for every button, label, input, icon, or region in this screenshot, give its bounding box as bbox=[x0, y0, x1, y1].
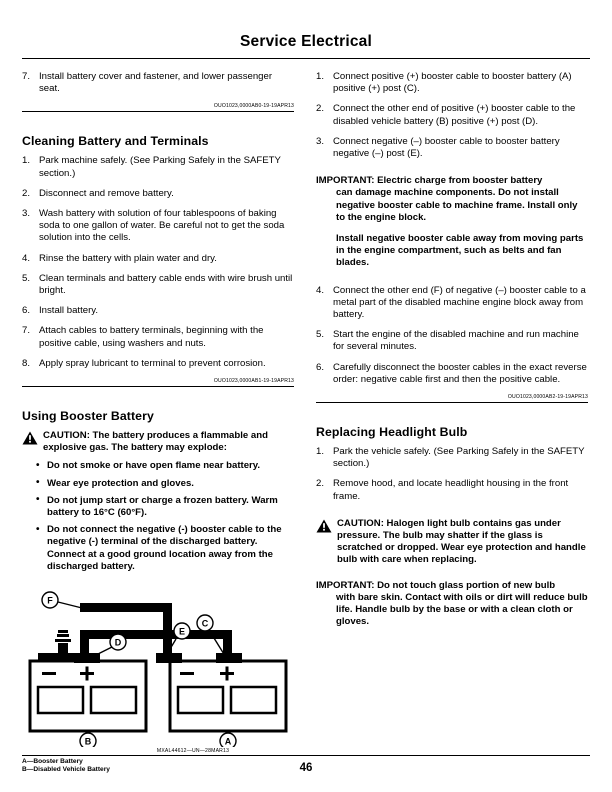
list-item-number: 6. bbox=[22, 305, 31, 317]
caution-bullet-list bbox=[22, 460, 294, 573]
spacer bbox=[22, 112, 294, 134]
list-item-text: Attach cables to battery terminals, beginning with the positive cable, using washers and nuts. bbox=[39, 325, 264, 349]
page-footer bbox=[22, 755, 590, 774]
booster-battery-connection-diagram bbox=[22, 587, 294, 754]
list-item-number: 6. bbox=[316, 361, 325, 373]
svg-text:D: D bbox=[114, 637, 122, 648]
list-item-text: Connect negative (–) booster cable to booster battery negative (–) post (E). bbox=[333, 135, 560, 160]
list-item-number: 2. bbox=[316, 103, 325, 115]
list-item bbox=[22, 305, 294, 317]
important-continuation: can damage machine components. Do not install negative booster cable to machine frame. Install only to the engine block. bbox=[336, 187, 578, 223]
reference-code: OUO1023,0000AB1-19-19APR13 bbox=[213, 378, 294, 385]
warning-triangle-icon bbox=[22, 431, 38, 445]
list-item bbox=[22, 273, 294, 297]
list-item-text: Connect the other end of positive (+) booster cable to the disabled vehicle battery (B) positive (+) post (D). bbox=[333, 103, 576, 127]
list-item bbox=[316, 71, 588, 95]
list-item-text: Wash battery with solution of four tablespoons of baking soda to one gallon of water. Be careful not to get the soda solution into the cells. bbox=[39, 208, 285, 244]
left-column bbox=[22, 71, 294, 775]
cleaning-procedure-list bbox=[22, 155, 294, 370]
svg-text:B: B bbox=[84, 736, 92, 747]
svg-text:E: E bbox=[178, 626, 186, 637]
list-item-text: Remove hood, and locate headlight housing in the front frame. bbox=[333, 478, 569, 502]
important-second-paragraph: Install negative booster cable away from moving parts in the engine compartment, such as belts and fan blades. bbox=[336, 233, 584, 269]
list-item bbox=[316, 446, 588, 470]
list-item-number: 1. bbox=[316, 71, 325, 82]
important-note-bulb-handling bbox=[316, 580, 588, 629]
svg-text:C: C bbox=[201, 618, 209, 629]
reference-code: OUO1023,0000AB0-19-19APR13 bbox=[213, 103, 294, 110]
page-number: 46 bbox=[299, 762, 313, 774]
list-item bbox=[22, 188, 294, 200]
spacer bbox=[22, 387, 294, 409]
list-item bbox=[316, 103, 588, 127]
svg-text:A: A bbox=[224, 736, 232, 747]
spacer bbox=[316, 403, 588, 425]
headlight-procedure-list bbox=[316, 446, 588, 503]
caution-text: CAUTION: The battery produces a flammable and explosive gas. The battery may explode: bbox=[43, 430, 268, 454]
list-item: • Wear eye protection and gloves. bbox=[36, 478, 294, 490]
warning-triangle-icon bbox=[316, 519, 332, 533]
list-item-number: 1. bbox=[316, 446, 325, 458]
spacer bbox=[316, 573, 588, 580]
list-item-number: 3. bbox=[316, 135, 325, 147]
list-item-number: 8. bbox=[22, 357, 31, 369]
diagram-svg bbox=[22, 587, 294, 747]
list-item bbox=[316, 329, 588, 353]
list-item-number: 1. bbox=[22, 155, 31, 167]
figure-code: MXAL44612—UN—28MAR13 bbox=[156, 748, 230, 755]
list-item-text: Apply spray lubricant to terminal to prevent corrosion. bbox=[39, 357, 266, 369]
list-item-text: Connect positive (+) booster cable to booster battery (A) positive (+) post (C). bbox=[333, 71, 572, 95]
spacer bbox=[316, 168, 588, 175]
list-item-number: 7. bbox=[22, 71, 31, 82]
caution-block-halogen bbox=[316, 518, 588, 567]
list-item bbox=[22, 208, 294, 245]
list-item: • Do not jump start or charge a frozen battery. Warm battery to 16°C (60°F). bbox=[36, 495, 294, 519]
list-item bbox=[316, 285, 588, 322]
list-item-number: 5. bbox=[316, 329, 325, 341]
list-item-number: 4. bbox=[316, 284, 325, 296]
list-item bbox=[22, 325, 294, 349]
list-item: • Do not connect the negative (-) booster cable to the negative (-) terminal of the discharged battery. Connect at a good ground location away from the discharged battery. bbox=[36, 524, 294, 573]
list-item-number: 2. bbox=[316, 478, 325, 490]
list-item bbox=[316, 136, 588, 160]
list-item-text: Park machine safely. (See Parking Safely in the SAFETY section.) bbox=[39, 155, 281, 179]
list-item-text: Disconnect and remove battery. bbox=[39, 187, 174, 199]
booster-procedure-list bbox=[316, 71, 588, 160]
right-column bbox=[316, 71, 588, 637]
continued-procedure-list bbox=[22, 71, 294, 95]
list-item-text: Connect the other end (F) of negative (–) booster cable to a metal part of the disabled machine engine block away from battery. bbox=[333, 284, 586, 321]
reference-code: OUO1023,0000AB2-19-19APR13 bbox=[507, 394, 588, 401]
list-item-number: 4. bbox=[22, 252, 31, 264]
section-heading-headlight: Replacing Headlight Bulb bbox=[316, 425, 468, 440]
list-item-number: 5. bbox=[22, 272, 31, 284]
page-title: Service Electrical bbox=[240, 33, 372, 50]
header-divider bbox=[22, 58, 590, 59]
list-item: • Do not smoke or have open flame near battery. bbox=[36, 460, 294, 472]
list-item-text: Install battery. bbox=[39, 305, 99, 317]
list-item-text: Install battery cover and fastener, and lower passenger seat. bbox=[39, 71, 273, 95]
list-item-number: 7. bbox=[22, 325, 31, 337]
list-item-text: Park the vehicle safely. (See Parking Safely in the SAFETY section.) bbox=[333, 446, 585, 470]
list-item bbox=[316, 362, 588, 386]
list-item bbox=[22, 71, 294, 95]
legend-item: B—Disabled Vehicle Battery bbox=[22, 766, 110, 774]
important-continuation: with bare skin. Contact with oils or dirt will reduce bulb life. Handle bulb by the base or with a clean cloth or gloves. bbox=[336, 591, 588, 628]
list-item-text: Rinse the battery with plain water and dry. bbox=[39, 252, 217, 264]
list-item bbox=[22, 155, 294, 179]
important-lead: IMPORTANT: Electric charge from booster battery bbox=[316, 175, 543, 187]
list-item bbox=[22, 253, 294, 265]
footer-divider bbox=[22, 755, 590, 756]
spacer bbox=[316, 278, 588, 285]
important-note-electric-charge bbox=[316, 175, 588, 269]
legend-item: A—Booster Battery bbox=[22, 758, 83, 766]
list-item bbox=[316, 478, 588, 502]
section-heading-booster: Using Booster Battery bbox=[22, 409, 154, 424]
caution-block bbox=[22, 430, 294, 454]
list-item-text: Carefully disconnect the booster cables in the exact reverse order: negative cable first and then the positive cable. bbox=[333, 361, 587, 385]
important-lead: IMPORTANT: Do not touch glass portion of new bulb bbox=[316, 579, 556, 591]
two-column-body bbox=[0, 71, 612, 775]
list-item-number: 2. bbox=[22, 187, 31, 199]
list-item bbox=[22, 358, 294, 370]
spacer bbox=[316, 511, 588, 518]
list-item-number: 3. bbox=[22, 208, 31, 220]
section-heading-cleaning: Cleaning Battery and Terminals bbox=[22, 134, 209, 149]
list-item-text: Start the engine of the disabled machine and run machine for several minutes. bbox=[333, 329, 579, 353]
svg-text:F: F bbox=[47, 595, 53, 606]
list-item-text: Clean terminals and battery cable ends with wire brush until bright. bbox=[39, 272, 293, 297]
booster-procedure-list-continued bbox=[316, 285, 588, 386]
caution-text: CAUTION: Halogen light bulb contains gas under pressure. The bulb may shatter if the glass is scratched or dropped. Wear eye protection and handle bulb with care when replacing. bbox=[337, 517, 586, 566]
